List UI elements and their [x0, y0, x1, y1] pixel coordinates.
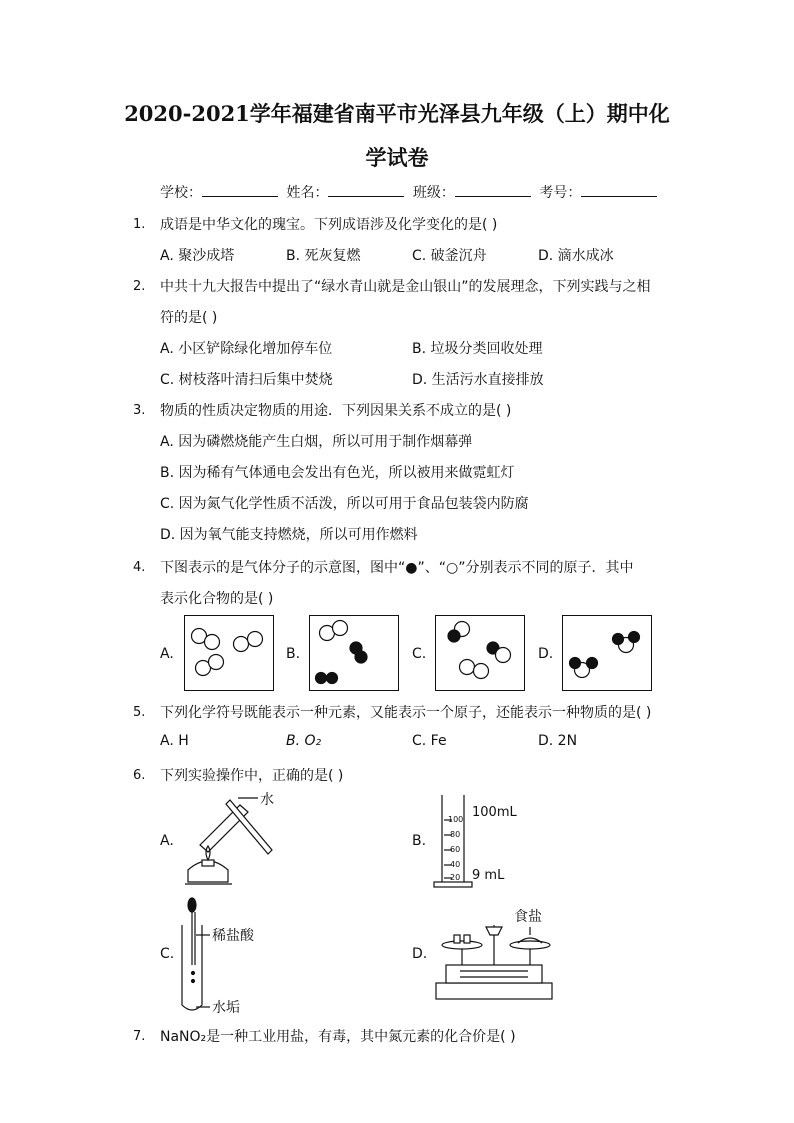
option: B. 因为稀有气体通电会发出有色光，所以被用来做霓虹灯	[160, 465, 515, 481]
question-text: 下列实验操作中，正确的是( )	[160, 768, 344, 784]
graduated-cylinder-figure	[430, 790, 540, 890]
name-blank[interactable]	[328, 184, 404, 197]
page-title: 2020-2021学年福建省南平市光泽县九年级（上）期中化	[124, 101, 670, 126]
reading-label: 9 mL	[472, 868, 505, 883]
option: D.	[538, 646, 554, 662]
option: A. 小区铲除绿化增加停车位	[160, 341, 333, 357]
water-label: 水	[260, 792, 274, 808]
tick-label: 60	[450, 845, 461, 854]
option: B. 死灰复燃	[286, 248, 361, 264]
school-label: 学校：	[160, 185, 202, 201]
option: A. 聚沙成塔	[160, 248, 235, 264]
molecule-diagram-b	[310, 616, 398, 690]
question-number: 7.	[133, 1029, 146, 1044]
option: D. 2N	[538, 733, 578, 749]
question-number: 1.	[133, 217, 146, 232]
question-text-cont: 表示化合物的是( )	[160, 591, 274, 607]
option: C.	[160, 946, 175, 962]
tick-label: 100	[448, 815, 464, 824]
question-number: 2.	[133, 279, 146, 294]
molecule-box-b	[309, 615, 399, 691]
option: C. 破釜沉舟	[412, 248, 487, 264]
class-label: 班级：	[412, 185, 455, 201]
class-blank[interactable]	[455, 184, 531, 197]
student-info	[160, 182, 661, 202]
option: D. 因为氧气能支持燃烧，所以可用作燃料	[160, 527, 418, 543]
option: C. Fe	[412, 733, 447, 749]
salt-label: 食盐	[514, 909, 542, 925]
option: D. 滴水成冰	[538, 248, 614, 264]
question-number: 6.	[133, 768, 146, 783]
option: C. 因为氮气化学性质不活泼，所以可用于食品包装袋内防腐	[160, 496, 529, 512]
question-text: 下列化学符号既能表示一种元素，又能表示一个原子，还能表示一种物质的是( )	[160, 705, 652, 721]
molecule-diagram-d	[563, 616, 651, 690]
option: A.	[160, 833, 174, 849]
question-number: 3.	[133, 403, 146, 418]
molecule-diagram-a	[185, 616, 273, 690]
tick-label: 80	[450, 830, 461, 839]
question-text: NaNO₂是一种工业用盐，有毒，其中氮元素的化合价是( )	[160, 1029, 516, 1045]
molecule-box-a	[184, 615, 274, 691]
capacity-label: 100mL	[472, 805, 517, 820]
question-text: 物质的性质决定物质的用途．下列因果关系不成立的是( )	[160, 403, 512, 419]
school-blank[interactable]	[202, 184, 278, 197]
option: D. 生活污水直接排放	[412, 372, 544, 388]
balance-figure	[432, 905, 572, 1005]
molecule-box-d	[562, 615, 652, 691]
molecule-box-c	[435, 615, 525, 691]
scale-label: 水垢	[212, 1000, 240, 1016]
acid-label: 稀盐酸	[212, 928, 254, 944]
tick-label: 40	[450, 860, 461, 869]
heating-test-tube-figure	[180, 790, 290, 890]
molecule-diagram-c	[436, 616, 524, 690]
option: B. 垃圾分类回收处理	[412, 341, 543, 357]
option: B.	[286, 646, 301, 662]
dropper-test-tube-figure	[176, 895, 276, 1017]
option: B.	[412, 833, 427, 849]
question-text-cont: 符的是( )	[160, 310, 218, 326]
question-text: 成语是中华文化的瑰宝。下列成语涉及化学变化的是( )	[160, 217, 498, 233]
option: C.	[412, 646, 427, 662]
option: A. 因为磷燃烧能产生白烟，所以可用于制作烟幕弹	[160, 434, 473, 450]
question-number: 5.	[133, 705, 146, 720]
page-title-line2: 学试卷	[365, 145, 429, 170]
option: D.	[412, 946, 428, 962]
option: C. 树枝落叶清扫后集中焚烧	[160, 372, 333, 388]
option: B. O₂	[286, 733, 322, 749]
question-text: 中共十九大报告中提出了“绿水青山就是金山银山”的发展理念，下列实践与之相	[160, 279, 651, 295]
exam-no-blank[interactable]	[581, 184, 657, 197]
question-number: 4.	[133, 560, 146, 575]
tick-label: 20	[450, 873, 461, 882]
option: A.	[160, 646, 174, 662]
option: A. H	[160, 733, 189, 749]
question-text: 下图表示的是气体分子的示意图，图中“●”、“○”分别表示不同的原子．其中	[160, 560, 634, 576]
name-label: 姓名：	[286, 185, 329, 201]
exam-no-label: 考号：	[539, 185, 582, 201]
